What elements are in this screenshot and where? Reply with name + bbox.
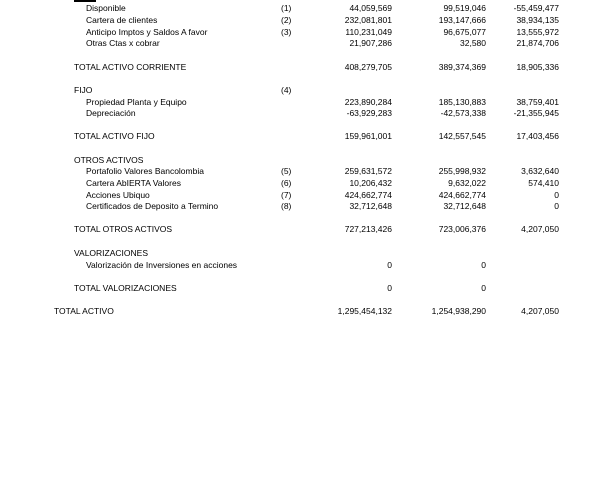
row-value-3: 0	[554, 201, 559, 211]
total-row	[0, 224, 612, 235]
row-value-1: 21,907,286	[349, 38, 392, 48]
total-row	[0, 283, 612, 294]
table-row	[0, 178, 612, 189]
section-label: VALORIZACIONES	[74, 248, 148, 258]
row-value-1: 44,059,569	[349, 3, 392, 13]
total-label: TOTAL VALORIZACIONES	[74, 283, 177, 293]
total-row	[0, 62, 612, 73]
table-row	[0, 27, 612, 38]
row-label: Certificados de Deposito a Termino	[86, 201, 219, 211]
total-value-2: 723,006,376	[438, 224, 486, 234]
row-label: Anticipo Imptos y Saldos A favor	[86, 27, 208, 37]
total-label: TOTAL ACTIVO CORRIENTE	[74, 62, 187, 72]
row-value-3: 0	[554, 190, 559, 200]
grand-total-row	[0, 306, 612, 317]
section-header	[0, 85, 612, 96]
row-note: (3)	[281, 27, 292, 37]
total-row	[0, 131, 612, 142]
table-row	[0, 108, 612, 119]
total-value-1: 0	[387, 283, 392, 293]
row-note: (5)	[281, 166, 292, 176]
row-label: Portafolio Valores Bancolombia	[86, 166, 204, 176]
row-note: (2)	[281, 15, 292, 25]
row-value-2: 96,675,077	[443, 27, 486, 37]
grand-total-value-2: 1,254,938,290	[431, 306, 486, 316]
row-value-3: -21,355,945	[513, 108, 559, 118]
table-row	[0, 260, 612, 271]
grand-total-value-1: 1,295,454,132	[337, 306, 392, 316]
total-value-1: 408,279,705	[344, 62, 392, 72]
table-row	[0, 166, 612, 177]
total-value-1: 159,961,001	[344, 131, 392, 141]
row-value-3: -55,459,477	[513, 3, 559, 13]
row-value-2: 32,580	[460, 38, 486, 48]
row-value-2: 185,130,883	[438, 97, 486, 107]
row-label: Disponible	[86, 3, 126, 13]
row-label: Otras Ctas x cobrar	[86, 38, 160, 48]
row-note: (1)	[281, 3, 292, 13]
grand-total-value-3: 4,207,050	[521, 306, 559, 316]
row-value-1: 259,631,572	[344, 166, 392, 176]
row-value-2: 99,519,046	[443, 3, 486, 13]
section-note: (4)	[281, 85, 292, 95]
total-value-2: 0	[481, 283, 486, 293]
row-value-2: -42,573,338	[440, 108, 486, 118]
total-label: TOTAL ACTIVO FIJO	[74, 131, 155, 141]
row-note: (7)	[281, 190, 292, 200]
row-value-3: 38,934,135	[516, 15, 559, 25]
row-value-3: 38,759,401	[516, 97, 559, 107]
total-value-1: 727,213,426	[344, 224, 392, 234]
table-row	[0, 38, 612, 49]
row-label: Propiedad Planta y Equipo	[86, 97, 187, 107]
row-value-1: 232,081,801	[344, 15, 392, 25]
row-value-1: 110,231,049	[345, 27, 392, 37]
row-value-1: 32,712,648	[349, 201, 392, 211]
total-value-2: 389,374,369	[438, 62, 486, 72]
row-value-1: 10,206,432	[349, 178, 392, 188]
row-value-3: 13,555,972	[516, 27, 559, 37]
section-header	[0, 155, 612, 166]
section-label: OTROS ACTIVOS	[74, 155, 144, 165]
total-value-2: 142,557,545	[438, 131, 486, 141]
row-label: Valorización de Inversiones en acciones	[86, 260, 238, 270]
row-value-2: 0	[481, 260, 486, 270]
row-value-3: 574,410	[528, 178, 559, 188]
row-note: (8)	[281, 201, 292, 211]
row-value-2: 32,712,648	[443, 201, 486, 211]
row-value-1: 0	[387, 260, 392, 270]
table-row	[0, 190, 612, 201]
row-value-3: 21,874,706	[516, 38, 559, 48]
total-label: TOTAL OTROS ACTIVOS	[74, 224, 173, 234]
table-row	[0, 97, 612, 108]
row-label: Cartera AbIERTA Valores	[86, 178, 181, 188]
row-value-2: 9,632,022	[448, 178, 486, 188]
row-value-2: 255,998,932	[438, 166, 486, 176]
section-header	[0, 248, 612, 259]
total-value-3: 4,207,050	[521, 224, 559, 234]
row-value-1: 223,890,284	[344, 97, 392, 107]
row-value-1: -63,929,283	[346, 108, 392, 118]
row-value-3: 3,632,640	[521, 166, 559, 176]
table-row	[0, 15, 612, 26]
row-value-2: 424,662,774	[438, 190, 486, 200]
table-row	[0, 3, 612, 14]
row-value-1: 424,662,774	[344, 190, 392, 200]
grand-total-label: TOTAL ACTIVO	[54, 306, 114, 316]
row-label: Cartera de clientes	[86, 15, 158, 25]
row-label: Acciones Ubiquo	[86, 190, 150, 200]
row-note: (6)	[281, 178, 292, 188]
total-value-3: 17,403,456	[516, 131, 559, 141]
row-label: Depreciación	[86, 108, 136, 118]
table-row	[0, 201, 612, 212]
section-label: FIJO	[74, 85, 93, 95]
total-value-3: 18,905,336	[516, 62, 559, 72]
row-value-2: 193,147,666	[438, 15, 486, 25]
